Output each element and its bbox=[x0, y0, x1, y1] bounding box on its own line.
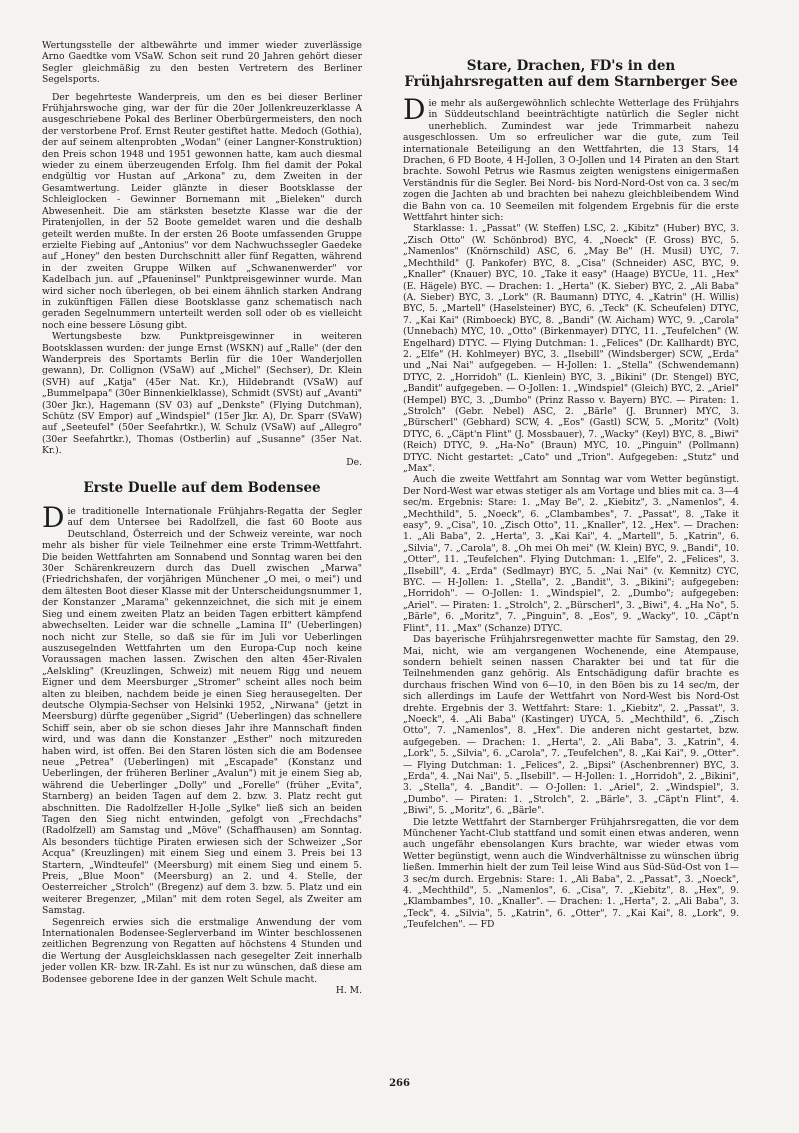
article-paragraph: Der begehrteste Wanderpreis, um den es bei dieser Berliner Frühjahrswoche ging, war der für die 20er Jollenkreuzerklasse A ausgeschriebene Pokal des Berliner Oberbürgermeisters, den noch der verstorbene Prof. Ernst Reuter gestiftet hatte. Medoch (Gothia), der auf seinem altenprobten „Wodan" (einer Langner-Konstruktion) den Preis schon 1948 und 1951 gewonnen hatte, kam auch diesmal wieder zu einem überzeugenden Erfolg. Ihm fiel damit der Pokal endgültig vor Hustan auf „Arkona" zu, dem Zweiten in der Gesamtwertung. Leider glänzte in dieser Bootsklasse der Schleiglocken - Gewinner Bornemann mit „Bieleken" durch Abwesenheit. Die am stärksten besetzte Klasse war die der Piratenjollen, in der 52 Boote gemeldet waren und die deshalb geteilt werden mußte. In der ersten 26 Boote umfassenden Gruppe erzielte Fiebing auf „Antonius" vor dem Nachwuchssegler Gaedeke auf „Honey" den besten Durchschnitt aller fünf Regatten, während in der zweiten Gruppe Wilken auf „Schwanenwerder" vor Kadelbach jun. auf „Pfaueninsel" Punktpreisgewinner wurde. Man wird sicher noch überlegen, ob bei einem ähnlich starken Andrang in zukünftigen Fällen diese Bootsklasse ganz schematisch nach geraden Segelnummern unterteilt werden soll oder ob es vielleicht noch eine bessere Lösung gibt. bbox=[42, 91, 362, 331]
article-paragraph bbox=[42, 501, 362, 917]
author-signature: H. M. bbox=[335, 985, 362, 997]
drop-cap: D bbox=[42, 501, 65, 535]
article-heading: Erste Duelle auf dem Bodensee bbox=[83, 480, 321, 497]
left-column bbox=[42, 40, 362, 997]
article-paragraph: Die letzte Wettfahrt der Starnberger Frühjahrsregatten, die vor dem Münchener Yacht-Club stattfand und somit einen etwas anderen, wenn auch ungefähr ebensolangen Kurs brachte, war wieder etwas vom Wetter begünstigt, wenn auch die Windverhältnisse zu wünschen übrig ließen. Immerhin hielt der zum Teil leise Wind aus Süd-Süd-Ost von 1—3 sec/m durch. Ergebnis: Stare: 1. „Ali Baba", 2. „Passat", 3. „Noeck", 4. „Mechthild", 5. „Namenlos", 6. „Cisa", 7. „Kiebitz", 8. „Hex", 9. „Klambambes", 10. „Knaller". — Drachen: 1. „Herta", 2. „Ali Baba", 3. „Teck", 4. „Silvia", 5. „Katrin", 6. „Otter", 7. „Kai Kai", 8. „Lork", 9. „Teufelchen". — FD bbox=[403, 816, 739, 931]
right-column bbox=[403, 40, 739, 931]
author-signature: De. bbox=[346, 456, 362, 468]
article-heading: Stare, Drachen, FD's in den Frühjahrsregatten auf dem Starnberger See bbox=[404, 58, 738, 90]
article-paragraph: Wertungsbeste bzw. Punktpreisgewinner in weiteren Bootsklassen wurden: der junge Ernst (WSKN) auf „Ralle" (der den Wanderpreis des Sportamts Berlin für die 10er Wanderjollen gewann), Dr. Collignon (VSaW) auf „Michel" (Sechser), Dr. Klein (SVH) auf „Katja" (45er Nat. Kr.), Hildebrandt (VSaW) auf „Bummelpapa" (30er Binnenkielklasse), Schmidt (SVSt) auf „Avanti" (30er Jkr.), Hagemann (SV 03) auf „Denkste" (Flying Dutchman), Schütz (SV Empor) auf „Windspiel" (15er Jkr. A), Dr. Sparr (SVaW) auf „Seeteufel" (50er Seefahrtkr.), W. Schulz (VSaW) auf „Allegro" (30er Seefahrtkr.), Thomas (Ostberlin) auf „Susanne" (35er Nat. Kr.). bbox=[42, 331, 362, 457]
drop-cap: D bbox=[403, 93, 426, 126]
article-paragraph bbox=[403, 93, 739, 224]
article-paragraph: Auch die zweite Wettfahrt am Sonntag war vom Wetter begünstigt. Der Nord-West war etwas stetiger als am Vortage und blies mit ca. 3—4 sec/m. Ergebnis: Stare: 1. „May Be", 2. „Kiebitz", 3. „Namenlos", 4. „Mechthild", 5. „Noeck", 6. „Clambambes", 7. „Passat", 8. „Take it easy", 9. „Cisa", 10. „Zisch Otto", 11. „Knaller", 12. „Hex". — Drachen: 1. „Ali Baba", 2. „Herta", 3. „Kai Kai", 4. „Martell", 5. „Katrin", 6. „Silvia", 7. „Carola", 8. „Oh mei Oh mei" (W. Klein) BYC, 9. „Bandi", 10. „Otter", 11. „Teufelchen". Flying Dutchman: 1. „Elfe", 2. „Felices", 3. „Ilsebill", 4. „Erda" (Sedlmayr) BYC, 5. „Nai Nai" (v. Kemnitz) CYC, BYC. — H-Jollen: 1. „Stella", 2. „Bandit", 3. „Bikini"; aufgegeben: „Horridoh". — O-Jollen: 1. „Windspiel", 2. „Dumbo"; aufgegeben: „Ariel". — Piraten: 1. „Strolch", 2. „Bürscherl", 3. „Biwi", 4. „Ha No", 5. „Bärle", 6. „Moritz", 7. „Pinguin", 8. „Eos", 9. „Wacky", 10. „Cäpt'n Flint", 11. „Max" (Schanze) DTYC. bbox=[403, 474, 739, 634]
article-paragraph: Starklasse: 1. „Passat" (W. Steffen) LSC, 2. „Kibitz" (Huber) BYC, 3. „Zisch Otto" (W. Schönbrod) BYC, 4. „Noeck" (F. Gross) BYC, 5. „Namenlos" (Knörnschild) ASC, 6. „May Be" (H. Musil) UYC, 7. „Mechthild" (J. Pankofer) BYC, 8. „Cisa" (Schneider) ASC, BYC, 9. „Knaller" (Knauer) BYC, 10. „Take it easy" (Haage) BYCUe, 11. „Hex" (E. Hägele) BYC. — Drachen: 1. „Herta" (K. Sieber) BYC, 2. „Ali Baba" (A. Sieber) BYC, 3. „Lork" (R. Baumann) DTYC, 4. „Katrin" (H. Willis) BYC, 5. „Martell" (Haselsteiner) BYC, 6. „Teck" (K. Scheufelen) DTYC, 7. „Kai Kai" (Rimboeck) BYC, 8. „Bandi" (W. Aicham) WYC, 9. „Carola" (Unnebach) MYC, 10. „Otto" (Birkenmayer) DTYC, 11. „Teufelchen" (W. Engelhard) DTYC. — Flying Dutchman: 1. „Felices" (Dr. Kallhardt) BYC, 2. „Elfe" (H. Kohlmeyer) BYC, 3. „Ilsebill" (Windsberger) SCW, „Erda" und „Nai Nai" aufgegeben. — H-Jollen: 1. „Stella" (Schwendemann) DTYC, 2. „Horridoh" (L. Kienlein) BYC, 3. „Bikini" (Dr. Stengel) BYC, „Bandit" aufgegeben. — O-Jollen: 1. „Windspiel" (Gleich) BYC, 2. „Ariel" (Hempel) BYC, 3. „Dumbo" (Prinz Rasso v. Bayern) BYC. — Piraten: 1. „Strolch" (Gebr. Nebel) ASC, 2. „Bärle" (J. Brunner) MYC, 3. „Bürscherl" (Gebhard) SCW, 4. „Eos" (Gastl) SCW, 5. „Moritz" (Volt) DTYC, 6. „Cäpt'n Flint" (J. Mossbauer), 7. „Wacky" (Keyl) BYC, 8. „Biwi" (Reich) DTYC, 9. „Ha-No" (Braun) MYC, 10. „Pinguin" (Pollmann) DTYC. Nicht gestartet: „Cato" und „Trion". Aufgegeben: „Stutz" und „Max". bbox=[403, 223, 739, 474]
article-text: ie mehr als außergewöhnlich schlechte Wetterlage des Frühjahrs in Süddeutschland beeinträchtigte natürlich die Segler nicht unerheblich. Zumindest war jede Trimmarbeit nahezu ausgeschlossen. Um so erfreulicher war die gute, zum Teil internationale Beteiligung an den Wettfahrten, die 13 Stars, 14 Drachen, 6 FD Boote, 4 H-Jollen, 3 O-Jollen und 14 Piraten an den Start brachte. Sowohl Petrus wie Rasmus zeigten wenigstens einigermaßen Verständnis für die Segler. Bei Nord- bis Nord-Nord-Ost von ca. 3 sec/m zogen die Jachten ab und brachten bei nahezu gleichbleibendem Wind die Bahn von ca. 10 Seemeilen mit folgendem Ergebnis für die erste Wettfahrt hinter sich: bbox=[403, 98, 739, 224]
article-text: ie traditionelle Internationale Frühjahrs-Regatta der Segler auf dem Untersee bei Radolfzell, die fast 60 Boote aus Deutschland, Österreich und der Schweiz vereinte, war noch mehr als bisher für viele Teilnehmer eine erste Trimm-Wettfahrt. Die beiden Wettfahrten am Sonnabend und Sonntag waren bei den 30er Schärenkreuzern durch das Duell zwischen „Marwa" (Friedrichshafen, der vorjährigen Münchener „O mei, o mei") und dem ältesten Boot dieser Klasse mit der Unterscheidungsnummer 1, der Konstanzer „Marama" gekennzeichnet, die sich mit je einem Sieg und einem zweiten Platz an beiden Tagen erbittert kämpfend abwechselten. Leider war die schnelle „Lamina II" (Ueberlingen) noch nicht zur Stelle, so daß sie für im Juli vor Ueberlingen auszusegelnden Wettfahrten um den Europa-Cup noch keine Voraussagen machen lassen. Zwischen den alten 45er-Rivalen „Aelskling" (Kreuzlingen, Schweiz) mit neuem Rigg und neuem Eigner und dem Meersburger „Stromer" scheint alles noch beim alten zu bleiben, nachdem beide je einen Sieg herausegelten. Der deutsche Olympia-Sechser von Helsinki 1952, „Nirwana" (jetzt in Meersburg) dürfte gegenüber „Sigrid" (Ueberlingen) das schnellere Schiff sein, aber ob sie schon dieses Jahr ihre Mannschaft finden wird, und was dann die Konstanzer „Esther" noch mitzureden haben wird, ist offen. Bei den Staren lösten sich die am Bodensee neue „Petrea" (Ueberlingen) mit „Escapade" (Konstanz und Ueberlingen, der früheren Berliner „Avalun") mit je einem Sieg ab, während die Ueberlinger „Dolly" und „Forelle" (früher „Evita", Starnberg) an beiden Tagen auf dem 2. bzw. 3. Platz recht gut abschnitten. Die Radolfzeller H-Jolle „Sylke" ließ sich an beiden Tagen den Sieg nicht entwinden, gefolgt von „Frechdachs" (Radolfzell) am Samstag und „Möve" (Schaffhausen) am Sonntag. Als besonders tüchtige Piraten erwiesen sich der Schweizer „Sor Acqua" (Kreuzlingen) mit einem Sieg und einem 3. Preis bei 13 Startern, „Windteufel" (Meersburg) mit einem Sieg und einem 5. Preis, „Blue Moon" (Meersburg) an 2. und 4. Stelle, der Oesterreicher „Strolch" (Bregenz) auf dem 3. bzw. 5. Platz und ein weiterer Bregenzer, „Milan" mit dem roten Segel, als Zweiter am Samstag. bbox=[42, 506, 362, 917]
article-paragraph: Segenreich erwies sich die erstmalige Anwendung der vom Internationalen Bodensee-Seglerverband im Winter beschlossenen zeitlichen Begrenzung von Regatten auf höchstens 4 Stunden und die Wertung der Ausgleichsklassen nach gesegelter Zeit innerhalb jeder vollen KR- bzw. IR-Zahl. Es ist nur zu wünschen, daß diese am Bodensee geborene Idee in der ganzen Welt Schule macht. bbox=[42, 916, 362, 985]
intro-paragraph: Wertungsstelle der altbewährte und immer wieder zuverlässige Arno Gaedtke vom VSaW. Schon seit rund 20 Jahren gehört dieser Segler gleichmäßig zu den besten Vertretern des Berliner Segelsports. bbox=[42, 40, 362, 86]
page-number: 266 bbox=[389, 1078, 410, 1089]
article-paragraph: Das bayerische Frühjahrsregenwetter machte für Samstag, den 29. Mai, nicht, wie am vergangenen Wochenende, eine Atempause, sondern behielt seinen nassen Charakter bei und tat für die Teilnehmenden ganz gehörig. Als Entschädigung dafür brachte es durchaus frischen Wind von 6—10, in den Böen bis zu 14 sec/m, der sich allerdings im Laufe der Wettfahrt von Nord-West bis Nord-Ost drehte. Ergebnis der 3. Wettfahrt: Stare: 1. „Kiebitz", 2. „Passat", 3. „Noeck", 4. „Ali Baba" (Kastinger) UYCA, 5. „Mechthild", 6. „Zisch Otto", 7. „Namenlos", 8. „Hex". Die anderen nicht gestartet, bzw. aufgegeben. — Drachen: 1. „Herta", 2. „Ali Baba", 3. „Katrin", 4. „Lork", 5. „Silvia", 6. „Carola", 7. „Teufelchen", 8. „Kai Kai", 9. „Otter". — Flying Dutchman: 1. „Felices", 2. „Bipsi" (Aschenbrenner) BYC, 3. „Erda", 4. „Nai Nai", 5. „Ilsebill". — H-Jollen: 1. „Horridoh", 2. „Bikini", 3. „Stella", 4. „Bandit". — O-Jollen: 1. „Ariel", 2. „Windspiel", 3. „Dumbo". — Piraten: 1. „Strolch", 2. „Bärle", 3. „Cäpt'n Flint", 4. „Biwi", 5. „Moritz", 6. „Bärle". bbox=[403, 634, 739, 817]
